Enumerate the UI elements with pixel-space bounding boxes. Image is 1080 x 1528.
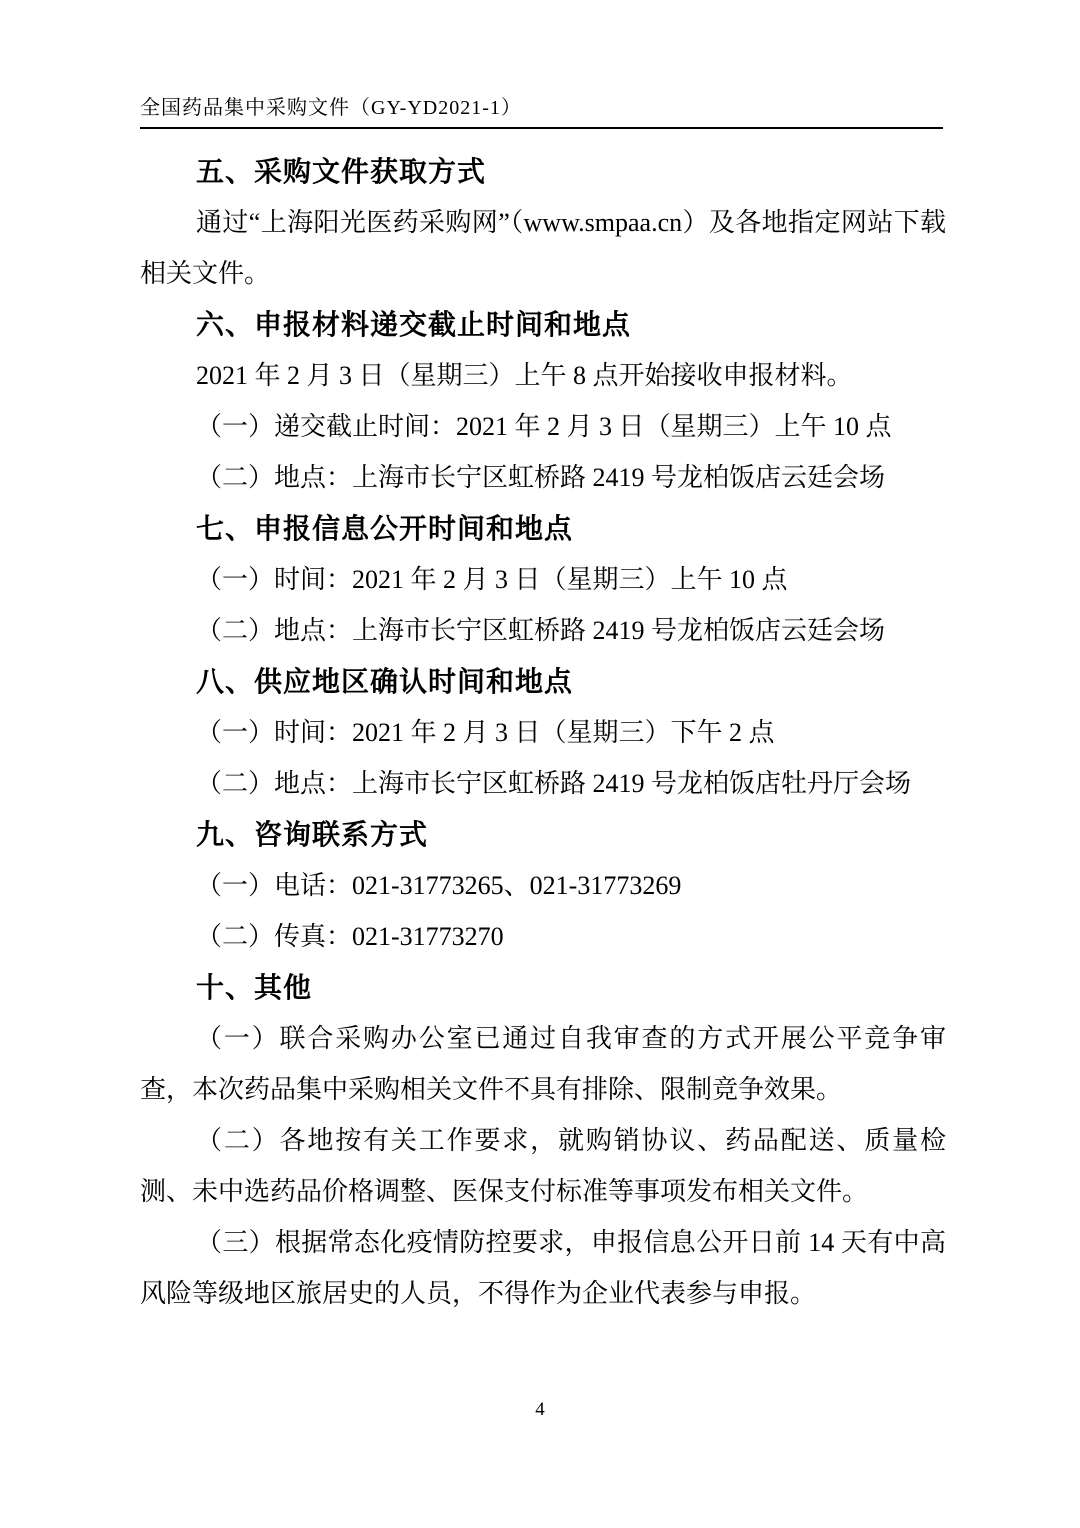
paragraph: （三）根据常态化疫情防控要求，申报信息公开日前 14 天有中高风险等级地区旅居史的人员，不得作为企业代表参与申报。 (140, 1228, 946, 1308)
paragraph: （一）时间：2021 年 2 月 3 日（星期三）下午 2 点 (196, 718, 775, 747)
paragraph: （一）时间：2021 年 2 月 3 日（星期三）上午 10 点 (196, 565, 788, 594)
paragraph: （二）地点：上海市长宁区虹桥路 2419 号龙柏饭店云廷会场 (196, 616, 886, 645)
section-heading-9: 九、咨询联系方式 (196, 819, 429, 850)
paragraph: 通过“上海阳光医药采购网”（www.smpaa.cn）及各地指定网站下载相关文件。 (140, 208, 946, 288)
section-heading-5: 五、采购文件获取方式 (196, 156, 487, 187)
section-heading-10: 十、其他 (196, 972, 313, 1003)
paragraph: 2021 年 2 月 3 日（星期三）上午 8 点开始接收申报材料。 (196, 361, 853, 390)
header-divider-line (140, 127, 943, 129)
paragraph: （二）传真：021-31773270 (196, 922, 504, 951)
paragraph: （二）各地按有关工作要求，就购销协议、药品配送、质量检测、未中选药品价格调整、医保支付标准等事项发布相关文件。 (140, 1126, 946, 1206)
page-number: 4 (535, 1399, 545, 1420)
paragraph: （一）联合采购办公室已通过自我审查的方式开展公平竞争审查，本次药品集中采购相关文件不具有排除、限制竞争效果。 (140, 1024, 946, 1104)
paragraph: （二）地点：上海市长宁区虹桥路 2419 号龙柏饭店云廷会场 (196, 463, 886, 492)
paragraph: （一）递交截止时间：2021 年 2 月 3 日（星期三）上午 10 点 (196, 412, 892, 441)
document-body (140, 146, 946, 1319)
section-heading-6: 六、申报材料递交截止时间和地点 (196, 309, 632, 340)
paragraph: （一）电话：021-31773265、021-31773269 (196, 871, 682, 900)
section-heading-8: 八、供应地区确认时间和地点 (196, 666, 574, 697)
document-header-title: 全国药品集中采购文件（GY-YD2021-1） (140, 97, 522, 119)
section-heading-7: 七、申报信息公开时间和地点 (196, 513, 574, 544)
paragraph: （二）地点：上海市长宁区虹桥路 2419 号龙柏饭店牡丹厅会场 (196, 769, 912, 798)
